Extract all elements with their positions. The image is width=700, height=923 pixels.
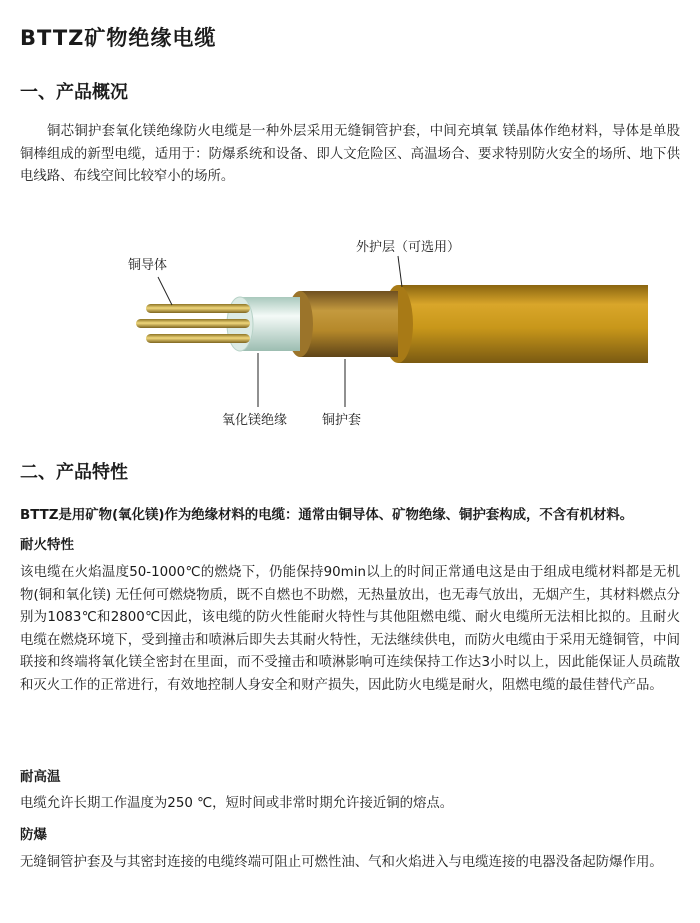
- fire-resistance-title: 耐火特性: [20, 537, 74, 553]
- conductor-wire: [146, 334, 250, 343]
- conductor-wire: [146, 304, 250, 313]
- page-title: BTTZ矿物绝缘电缆: [20, 26, 217, 50]
- fire-resistance-text: 该电缆在火焰温度50-1000℃的燃烧下，仍能保持90min以上的时间正常通电这是由于组成电缆材料都是无机物(铜和氧化镁) 无任何可燃烧物质，既不自燃也不助燃，无热量放出，也无毒气放出，无烟产生，其材料燃点分别为1083℃和2800℃因此，该电缆的防火性能耐火特性与其他阻燃电缆、耐火电缆所无法相比拟的。且耐火电缆在燃烧环境下，受到撞击和喷淋后即失去其耐火特性，无法继续供电，而防火电缆由于采用无缝铜管，中间联接和终端将氧化镁全密封在里面，而不受撞击和喷淋影响可连续保持工作达3小时以上，因此能保证人员疏散和灭火工作的正常进行，有效地控制人身安全和财产损失，因此防火电缆是耐火，阻燃电缆的最佳替代产品。: [20, 565, 680, 693]
- label-copper-sheath: 铜护套: [322, 413, 362, 428]
- section-heading-overview: 一、产品概况: [20, 82, 128, 103]
- heat-resistance-title: 耐高温: [20, 769, 61, 785]
- outer-sheath: [398, 285, 648, 363]
- conductor-wire: [136, 319, 250, 328]
- leader-line-conductor: [158, 277, 172, 305]
- heat-resistance-text: 电缆允许长期工作温度为250 ℃，短时间或非常时期允许接近铜的熔点。: [20, 796, 454, 811]
- label-outer-sheath: 外护层（可选用）: [356, 240, 461, 255]
- cable-structure-diagram: [0, 225, 700, 440]
- section-heading-features: 二、产品特性: [20, 462, 128, 483]
- leader-line-outer: [398, 256, 402, 287]
- explosion-proof-title: 防爆: [20, 827, 47, 843]
- label-insulation: 氧化镁绝缘: [222, 413, 288, 428]
- label-conductor: 铜导体: [128, 258, 168, 273]
- explosion-proof-text: 无缝铜管护套及与其密封连接的电缆终端可阻止可燃性油、气和火焰进入与电缆连接的电器没备起防爆作用。: [20, 855, 663, 870]
- overview-paragraph: 铜芯铜护套氧化镁绝缘防火电缆是一种外层采用无缝铜管护套，中间充填氧 镁晶体作绝材料，导体是单股铜棒组成的新型电缆，适用于：防爆系统和设备、即人文危险区、高温场合、要求特别防火安全的场所、地下供电线路、布线空间比较窄小的场所。: [20, 124, 680, 184]
- copper-sheath: [300, 291, 398, 357]
- features-lead: BTTZ是用矿物(氧化镁)作为绝缘材料的电缆：通常由铜导体、矿物绝缘、铜护套构成，不含有机材料。: [20, 508, 634, 523]
